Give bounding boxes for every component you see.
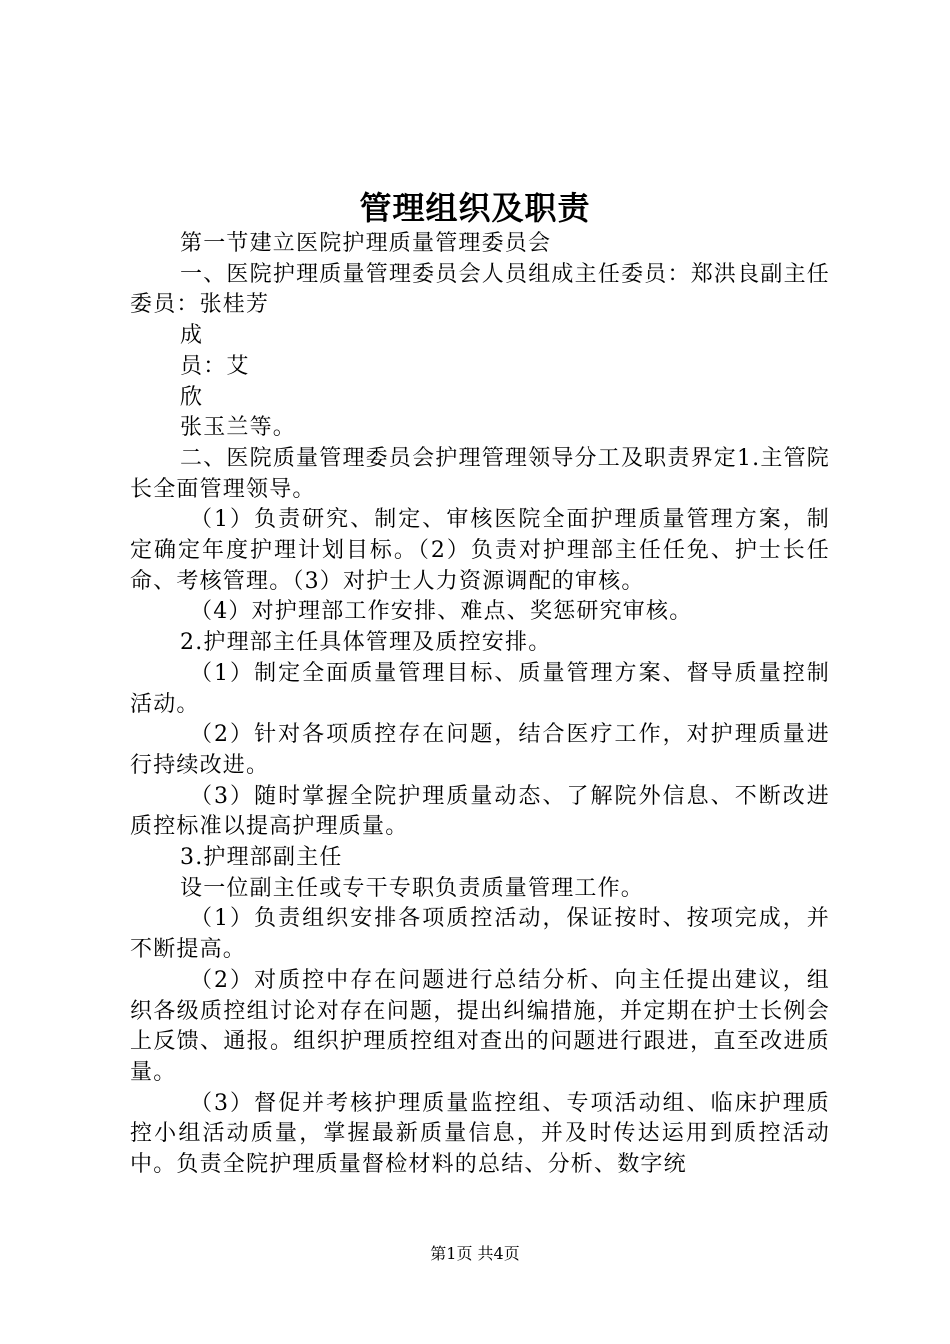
section-heading: 第一节建立医院护理质量管理委员会 — [180, 231, 552, 256]
paragraph: （1）制定全面质量管理目标、质量管理方案、督导质量控制活动。 — [130, 660, 830, 717]
paragraph: 成 — [180, 323, 204, 349]
paragraph: （4）对护理部工作安排、难点、奖惩研究审核。 — [190, 599, 693, 625]
paragraph: （3）督促并考核护理质量监控组、专项活动组、临床护理质控小组活动质量，掌握最新质量信息，并及时传达运用到质控活动中。负责全院护理质量督检材料的总结、分析、数字统 — [130, 1090, 830, 1178]
paragraph: （3）随时掌握全院护理质量动态、了解院外信息、不断改进质控标准以提高护理质量。 — [130, 783, 830, 840]
paragraph: （2）对质控中存在问题进行总结分析、向主任提出建议，组织各级质控组讨论对存在问题，提出纠编措施，并定期在护士长例会上反馈、通报。组织护理质控组对查出的问题进行跟进，直至改进质量。 — [130, 967, 830, 1085]
document-body — [130, 229, 830, 1181]
paragraph: 一、医院护理质量管理委员会人员组成主任委员：郑洪良副主任委员：张桂芳 — [130, 261, 830, 318]
paragraph: （1）负责组织安排各项质控活动，保证按时、按项完成，并不断提高。 — [130, 906, 830, 963]
paragraph: 设一位副主任或专干专职负责质量管理工作。 — [180, 875, 645, 901]
paragraph: （2）针对各项质控存在问题，结合医疗工作，对护理质量进行持续改进。 — [130, 722, 830, 778]
paragraph: （1）负责研究、制定、审核医院全面护理质量管理方案，制定确定年度护理计划目标。（2）负责对护理部主任任免、护士长任命、考核管理。（3）对护士人力资源调配的审核。 — [130, 507, 830, 594]
paragraph: 二、医院质量管理委员会护理管理领导分工及职责界定1.主管院长全面管理领导。 — [130, 445, 830, 502]
page-footer: 第1页 共4页 — [430, 1244, 520, 1263]
paragraph: 3.护理部副主任 — [180, 845, 343, 871]
paragraph: 员：艾 — [180, 353, 250, 379]
paragraph: 2.护理部主任具体管理及质控安排。 — [180, 630, 552, 656]
paragraph: 欣 — [180, 384, 204, 410]
paragraph: 张玉兰等。 — [180, 415, 297, 441]
page-title: 管理组织及职责 — [359, 189, 591, 227]
